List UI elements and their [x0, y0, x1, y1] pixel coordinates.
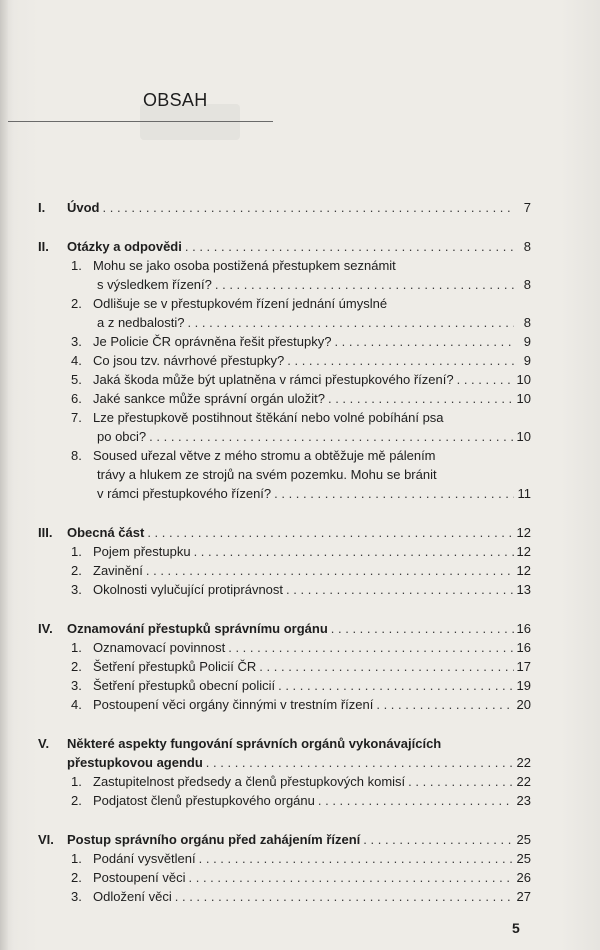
chapter-title-row: [38, 830, 531, 849]
leader-dots: [149, 427, 513, 446]
entry-title: Okolnosti vylučující protiprávnost: [93, 582, 284, 597]
toc-chapter: [38, 198, 531, 217]
entry-number: 2.: [71, 296, 82, 311]
entry-number: 2.: [71, 793, 82, 808]
table-of-contents: [38, 198, 531, 926]
entry-title: Mohu se jako osoba postižená přestupkem seznámit: [93, 258, 396, 273]
leader-dots: [146, 561, 514, 580]
leader-dots: [318, 791, 514, 810]
entry-number: 3.: [71, 582, 82, 597]
entry-title: Jaké sankce může správní orgán uložit?: [93, 391, 325, 406]
entry-number: 7.: [71, 410, 82, 425]
leader-dots: [206, 753, 514, 772]
chapter-page-number: 25: [516, 832, 531, 847]
chapter-page-number: 12: [516, 525, 531, 540]
entry-page-number: 8: [523, 315, 531, 330]
leader-dots: [328, 389, 514, 408]
toc-entry-row: [38, 465, 531, 484]
entry-page-number: 16: [516, 640, 531, 655]
chapter-title: Otázky a odpovědi: [67, 239, 182, 254]
toc-entry-row: [38, 561, 531, 580]
chapter-title: Oznamování přestupků správnímu orgánu: [67, 621, 328, 636]
entry-title: trávy a hlukem ze strojů na svém pozemku. Mohu se bránit: [97, 467, 437, 482]
toc-entry-row: [38, 446, 531, 465]
chapter-roman-numeral: V.: [38, 736, 50, 751]
chapter-title: Některé aspekty fungování správních orgánů vykonávajících: [67, 736, 442, 751]
toc-entry-row: [38, 580, 531, 599]
chapter-roman-numeral: VI.: [38, 832, 54, 847]
page-heading: OBSAH: [143, 90, 208, 110]
leader-dots: [175, 887, 514, 906]
chapter-roman-numeral: III.: [38, 525, 53, 540]
chapter-title: Obecná část: [67, 525, 145, 540]
entry-number: 1.: [71, 544, 82, 559]
toc-entry-row: [38, 256, 531, 275]
entry-title: Zavinění: [93, 563, 143, 578]
entry-title: Odložení věci: [93, 889, 172, 904]
entry-page-number: 9: [523, 353, 531, 368]
entry-page-number: 10: [516, 391, 531, 406]
chapter-page-number: 16: [516, 621, 531, 636]
entry-title: Lze přestupkově postihnout štěkání nebo volné pobíhání psa: [93, 410, 444, 425]
entry-number: 3.: [71, 334, 82, 349]
leader-dots: [228, 638, 513, 657]
chapter-roman-numeral: II.: [38, 239, 49, 254]
leader-dots: [363, 830, 513, 849]
entry-title: v rámci přestupkového řízení?: [97, 486, 272, 501]
toc-entry-row: [38, 657, 531, 676]
chapter-title-continued: přestupkovou agendu: [67, 755, 203, 770]
chapter-title-row: [38, 523, 531, 542]
entry-page-number: 12: [516, 544, 531, 559]
entry-number: 3.: [71, 889, 82, 904]
entry-page-number: 12: [516, 563, 531, 578]
leader-dots: [376, 695, 513, 714]
leader-dots: [194, 542, 514, 561]
leader-dots: [185, 237, 514, 256]
leader-dots: [286, 580, 514, 599]
leader-dots: [331, 619, 514, 638]
entry-number: 2.: [71, 870, 82, 885]
chapter-title-row: [38, 734, 531, 753]
entry-title: Zastupitelnost předsedy a členů přestupkových komisí: [93, 774, 406, 789]
entry-title: a z nedbalosti?: [97, 315, 185, 330]
toc-entry-row: [38, 427, 531, 446]
entry-number: 2.: [71, 563, 82, 578]
leader-dots: [278, 676, 513, 695]
entry-number: 8.: [71, 448, 82, 463]
toc-entry-row: [38, 849, 531, 868]
entry-number: 4.: [71, 697, 82, 712]
toc-chapter: [38, 619, 531, 714]
toc-entry-row: [38, 887, 531, 906]
toc-chapter: [38, 734, 531, 810]
toc-chapter: [38, 830, 531, 906]
entry-number: 3.: [71, 678, 82, 693]
entry-page-number: 22: [516, 774, 531, 789]
chapter-title: Postup správního orgánu před zahájením řízení: [67, 832, 361, 847]
entry-title: Podání vysvětlení: [93, 851, 196, 866]
entry-page-number: 23: [516, 793, 531, 808]
leader-dots: [259, 657, 513, 676]
toc-entry-row: [38, 275, 531, 294]
entry-page-number: 17: [516, 659, 531, 674]
entry-number: 1.: [71, 258, 82, 273]
toc-entry-row: [38, 638, 531, 657]
chapter-title-row: [38, 619, 531, 638]
entry-title: Postoupení věci: [93, 870, 186, 885]
leader-dots: [408, 772, 513, 791]
toc-chapter: [38, 523, 531, 599]
heading-rule: [8, 121, 273, 122]
leader-dots: [274, 484, 514, 503]
entry-title: Šetření přestupků Policií ČR: [93, 659, 257, 674]
entry-title: Soused uřezal větve z mého stromu a obtěžuje mě pálením: [93, 448, 436, 463]
entry-page-number: 19: [516, 678, 531, 693]
leader-dots: [215, 275, 514, 294]
chapter-title-row: [38, 753, 531, 772]
entry-page-number: 27: [516, 889, 531, 904]
entry-number: 4.: [71, 353, 82, 368]
toc-entry-row: [38, 389, 531, 408]
entry-title: Šetření přestupků obecní policií: [93, 678, 276, 693]
entry-title: Oznamovací povinnost: [93, 640, 226, 655]
entry-title: Odlišuje se v přestupkovém řízení jednání úmyslné: [93, 296, 388, 311]
entry-page-number: 26: [516, 870, 531, 885]
toc-entry-row: [38, 351, 531, 370]
entry-page-number: 8: [523, 277, 531, 292]
page-number: 5: [512, 920, 520, 936]
chapter-roman-numeral: I.: [38, 200, 46, 215]
chapter-title-row: [38, 237, 531, 256]
entry-page-number: 25: [516, 851, 531, 866]
entry-page-number: 13: [516, 582, 531, 597]
toc-entry-row: [38, 542, 531, 561]
entry-page-number: 20: [516, 697, 531, 712]
entry-page-number: 11: [517, 486, 531, 501]
toc-entry-row: [38, 370, 531, 389]
entry-title: Je Policie ČR oprávněna řešit přestupky?: [93, 334, 332, 349]
leader-dots: [457, 370, 514, 389]
entry-title: Postoupení věci orgány činnými v trestním řízení: [93, 697, 374, 712]
chapter-roman-numeral: IV.: [38, 621, 53, 636]
entry-page-number: 9: [523, 334, 531, 349]
toc-entry-row: [38, 772, 531, 791]
leader-dots: [199, 849, 514, 868]
leader-dots: [334, 332, 514, 351]
page-gutter-shadow: [0, 0, 8, 950]
leader-dots: [287, 351, 514, 370]
chapter-title: Úvod: [67, 200, 100, 215]
entry-number: 6.: [71, 391, 82, 406]
entry-number: 1.: [71, 774, 82, 789]
toc-entry-row: [38, 868, 531, 887]
entry-number: 5.: [71, 372, 82, 387]
entry-title: Podjatost členů přestupkového orgánu: [93, 793, 315, 808]
leader-dots: [187, 313, 514, 332]
toc-entry-row: [38, 484, 531, 503]
toc-entry-row: [38, 313, 531, 332]
entry-title: s výsledkem řízení?: [97, 277, 212, 292]
entry-page-number: 10: [516, 372, 531, 387]
toc-entry-row: [38, 676, 531, 695]
leader-dots: [147, 523, 513, 542]
entry-page-number: 10: [516, 429, 531, 444]
entry-title: Pojem přestupku: [93, 544, 191, 559]
leader-dots: [189, 868, 514, 887]
chapter-page-number: 8: [523, 239, 531, 254]
chapter-page-number: 7: [523, 200, 531, 215]
entry-number: 1.: [71, 851, 82, 866]
entry-number: 2.: [71, 659, 82, 674]
toc-entry-row: [38, 294, 531, 313]
toc-entry-row: [38, 695, 531, 714]
leader-dots: [103, 198, 515, 217]
toc-chapter: [38, 237, 531, 503]
entry-title: Jaká škoda může být uplatněna v rámci přestupkového řízení?: [93, 372, 454, 387]
entry-title: po obci?: [97, 429, 147, 444]
toc-entry-row: [38, 408, 531, 427]
chapter-title-row: [38, 198, 531, 217]
chapter-page-number: 22: [516, 755, 531, 770]
toc-entry-row: [38, 332, 531, 351]
entry-title: Co jsou tzv. návrhové přestupky?: [93, 353, 285, 368]
toc-entry-row: [38, 791, 531, 810]
entry-number: 1.: [71, 640, 82, 655]
